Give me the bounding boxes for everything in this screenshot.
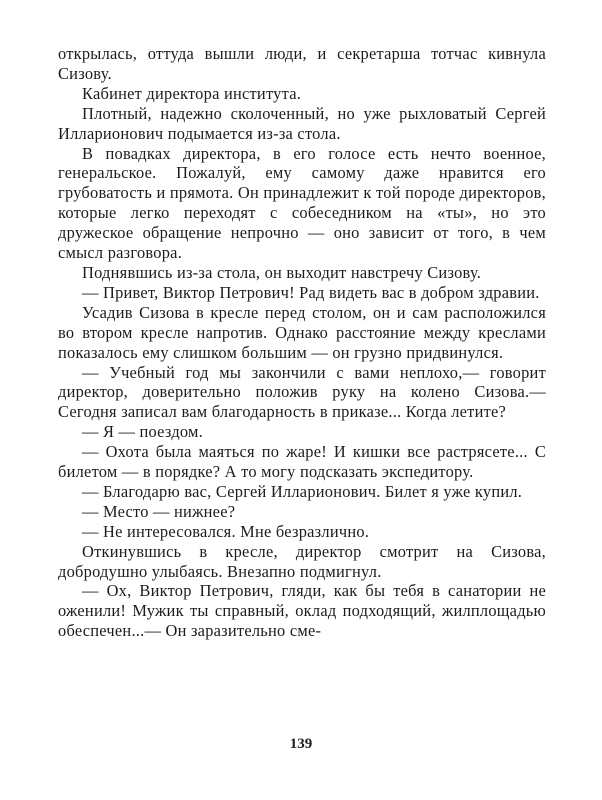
- paragraph: — Привет, Виктор Петрович! Рад видеть вас в добром здравии.: [82, 282, 540, 302]
- page-text: [58, 44, 546, 641]
- paragraph: Поднявшись из-за стола, он выходит навстречу Сизову.: [82, 262, 482, 282]
- paragraph: открылась, оттуда вышли люди, и секретарша тотчас кивнула Сизову.: [58, 44, 546, 83]
- paragraph: — Место — нижнее?: [82, 501, 236, 521]
- page-number: 139: [289, 736, 313, 752]
- paragraph: Откинувшись в кресле, директор смотрит на Сизова, добродушно улыбаясь. Внезапно подмигнул.: [58, 541, 546, 581]
- paragraph: — Не интересовался. Мне безразлично.: [82, 521, 370, 541]
- paragraph: Плотный, надежно сколоченный, но уже рыхловатый Сергей Илларионович подымается из-за стола.: [58, 103, 546, 143]
- paragraph: Кабинет директора института.: [82, 83, 302, 103]
- paragraph: — Ох, Виктор Петрович, гляди, как бы тебя в санатории не оженили! Мужик ты справный, оклад подходящий, жилплощадью обеспечен...— Он заразительно сме-: [58, 581, 546, 641]
- paragraph: Усадив Сизова в кресле перед столом, он и сам расположился во втором кресле напротив. Однако расстояние между креслами показалось ему слишком большим — он грузно придвинулся.: [58, 302, 546, 362]
- paragraph: — Охота была маяться по жаре! И кишки все растрясете... С билетом — в порядке? А то могу подсказать экспедитору.: [58, 442, 546, 482]
- paragraph: — Я — поездом.: [82, 422, 204, 442]
- paragraph: В повадках директора, в его голосе есть нечто военное, генеральское. Пожалуй, ему самому даже нравится его грубоватость и прямота. Он принадлежит к той породе директоров, которые легко переходят с собеседником на «ты», но это дружеское обращение непрочно — оно зависит от того, в чем смысл разговора.: [58, 143, 546, 263]
- paragraph: — Учебный год мы закончили с вами неплохо,— говорит директор, доверительно положив руку на колено Сизова.— Сегодня записал вам благодарность в приказе... Когда летите?: [58, 362, 546, 422]
- paragraph: — Благодарю вас, Сергей Илларионович. Билет я уже купил.: [82, 481, 523, 501]
